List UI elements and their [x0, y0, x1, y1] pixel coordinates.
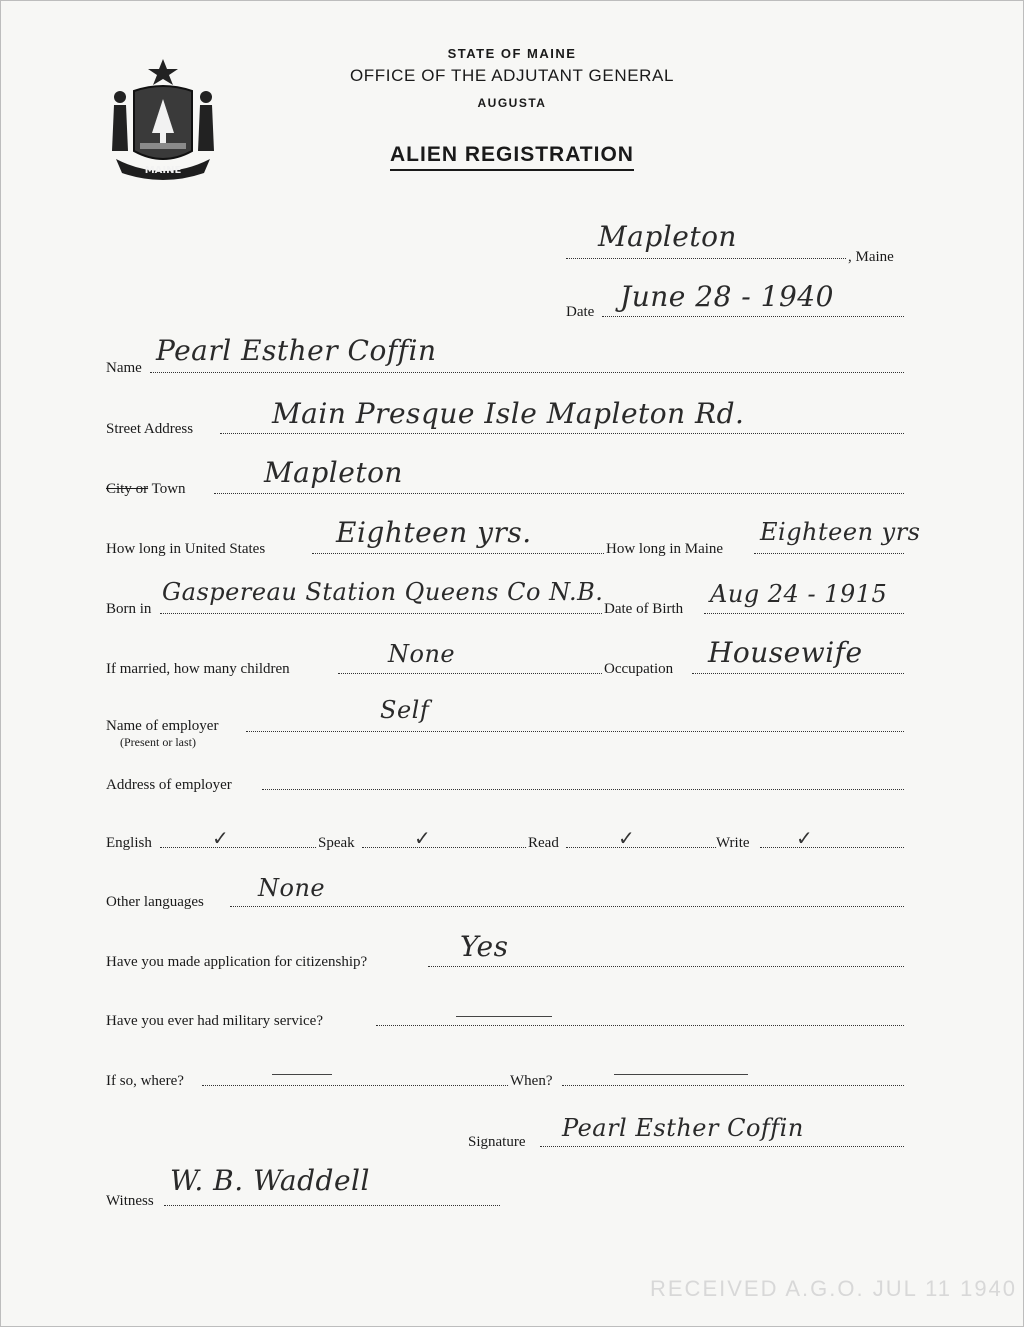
english-line — [160, 847, 316, 848]
name-label: Name — [106, 360, 142, 376]
street-address-label: Street Address — [106, 421, 194, 437]
how-long-us-label: How long in United States — [106, 541, 266, 557]
city-town-label: City or Town — [106, 481, 186, 497]
if-so-where-label: If so, where? — [106, 1073, 184, 1089]
signature-line — [540, 1146, 904, 1147]
how-long-maine-label: How long in Maine — [606, 541, 724, 557]
employer-name-value: Self — [380, 696, 430, 724]
date-label: Date — [566, 304, 595, 320]
children-line — [338, 673, 602, 674]
if-so-where-line — [202, 1085, 508, 1086]
speak-line — [362, 847, 526, 848]
city-town-value: Mapleton — [264, 456, 403, 489]
employer-address-label: Address of employer — [106, 777, 232, 793]
date-value: June 28 - 1940 — [620, 280, 834, 313]
svg-text:MAINE: MAINE — [144, 165, 182, 176]
date-of-birth-value: Aug 24 - 1915 — [710, 580, 888, 608]
occupation-label: Occupation — [604, 661, 674, 677]
street-address-line — [220, 433, 904, 434]
when-dash — [614, 1074, 748, 1075]
other-languages-label: Other languages — [106, 894, 204, 910]
form-title: ALIEN REGISTRATION — [0, 143, 1024, 167]
when-line — [562, 1085, 904, 1086]
witness-line — [164, 1205, 500, 1206]
citizenship-value: Yes — [460, 930, 509, 963]
street-address-value: Main Presque Isle Mapleton Rd. — [272, 397, 745, 430]
how-long-maine-line — [754, 553, 904, 554]
military-service-label: Have you ever had military service? — [106, 1013, 323, 1029]
read-label: Read — [528, 835, 559, 851]
how-long-us-line — [312, 553, 604, 554]
write-line — [760, 847, 904, 848]
read-line — [566, 847, 716, 848]
english-label: English — [106, 835, 152, 851]
how-long-us-value: Eighteen yrs. — [336, 516, 532, 549]
town-header-suffix: , Maine — [848, 249, 894, 265]
name-value: Pearl Esther Coffin — [156, 334, 437, 367]
signature-value: Pearl Esther Coffin — [562, 1114, 804, 1142]
if-so-where-dash — [272, 1074, 332, 1075]
citizenship-line — [428, 966, 904, 967]
english-checkmark: ✓ — [212, 828, 229, 850]
children-value: None — [388, 640, 456, 668]
date-of-birth-line — [704, 613, 904, 614]
born-in-label: Born in — [106, 601, 152, 617]
other-languages-line — [230, 906, 904, 907]
town-header-value: Mapleton — [598, 220, 737, 253]
speak-checkmark: ✓ — [414, 828, 431, 850]
speak-label: Speak — [318, 835, 355, 851]
state-heading: STATE OF MAINE — [447, 46, 577, 61]
write-label: Write — [716, 835, 750, 851]
write-checkmark: ✓ — [796, 828, 813, 850]
employer-name-sublabel: (Present or last) — [120, 735, 196, 749]
born-in-line — [160, 613, 602, 614]
employer-name-label: Name of employer — [106, 718, 219, 734]
witness-label: Witness — [106, 1193, 154, 1209]
read-checkmark: ✓ — [618, 828, 635, 850]
occupation-value: Housewife — [708, 636, 863, 669]
city-heading: AUGUSTA — [477, 96, 547, 110]
date-of-birth-label: Date of Birth — [604, 601, 684, 617]
children-label: If married, how many children — [106, 661, 290, 677]
born-in-value: Gaspereau Station Queens Co N.B. — [162, 578, 604, 606]
when-label: When? — [510, 1073, 553, 1089]
witness-value: W. B. Waddell — [170, 1164, 370, 1197]
name-line — [150, 372, 904, 373]
occupation-line — [692, 673, 904, 674]
town-header-line — [566, 258, 846, 259]
military-service-dash — [456, 1016, 552, 1017]
received-stamp: RECEIVED A.G.O. JUL 11 1940 — [650, 1276, 1018, 1301]
how-long-maine-value: Eighteen yrs — [760, 518, 921, 546]
office-heading: OFFICE OF THE ADJUTANT GENERAL — [349, 66, 675, 85]
military-service-line — [376, 1025, 904, 1026]
city-town-line — [214, 493, 904, 494]
citizenship-label: Have you made application for citizenship? — [106, 954, 368, 970]
other-languages-value: None — [258, 874, 326, 902]
employer-address-line — [262, 789, 904, 790]
signature-label: Signature — [468, 1134, 526, 1150]
date-line — [602, 316, 904, 317]
employer-name-line — [246, 731, 904, 732]
